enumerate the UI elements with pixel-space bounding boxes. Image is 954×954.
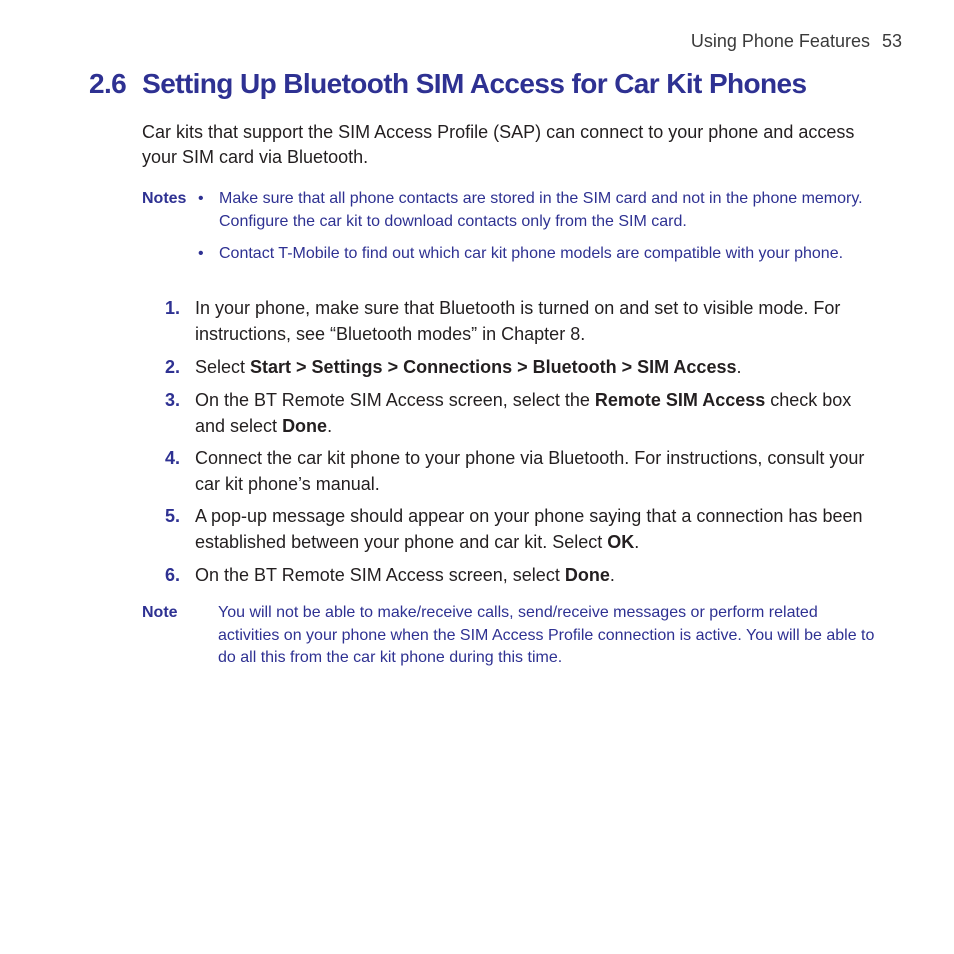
step-ui-term: Done	[564, 565, 610, 585]
step-number: 5.	[165, 506, 181, 526]
step-text-segment: On the BT Remote SIM Access screen, select	[195, 565, 565, 585]
step-number: 3.	[165, 390, 181, 410]
step-text-segment: .	[327, 415, 333, 436]
step-text-segment: check box and select	[195, 390, 852, 436]
step-text-segment: On the BT Remote SIM Access screen, select the	[195, 390, 595, 410]
step-text-segment: Select	[195, 357, 251, 377]
step-text	[195, 504, 883, 555]
step-text-segment: A pop-up message should appear on your phone saying that a connection has been established between your phone and car kit. Select	[195, 506, 863, 552]
bullet-icon: •	[198, 190, 204, 207]
step-text	[195, 296, 883, 347]
step-number: 4.	[165, 448, 181, 468]
step-text	[195, 388, 883, 439]
section-number: 2.6	[89, 68, 127, 99]
note-text: Make sure that all phone contacts are stored in the SIM card and not in the phone memory. Configure the car kit to download contacts only from the SIM card.	[219, 190, 863, 230]
step-text-segment: .	[634, 531, 640, 552]
bullet-icon: •	[198, 245, 204, 262]
step-text	[195, 355, 883, 381]
step-text-segment: Connect the car kit phone to your phone via Bluetooth. For instructions, consult your car kit phone’s manual.	[195, 448, 865, 494]
note-text: Contact T-Mobile to find out which car kit phone models are compatible with your phone.	[219, 245, 844, 262]
step-text-segment: In your phone, make sure that Bluetooth is turned on and set to visible mode. For instructions, see “Bluetooth modes” in Chapter 8.	[195, 298, 841, 344]
header-section-title: Using Phone Features	[690, 31, 870, 51]
running-header	[691, 31, 902, 52]
page-number: 53	[881, 31, 902, 51]
step-ui-term: Done	[282, 415, 328, 436]
note-label: Note	[142, 604, 178, 621]
section-heading	[89, 68, 929, 100]
step-ui-term: Start > Settings > Connections > Bluetooth > SIM Access	[250, 357, 737, 377]
step-text	[195, 563, 883, 589]
step-number: 6.	[165, 565, 181, 585]
note-item	[198, 188, 879, 233]
step-ui-term: Remote SIM Access	[594, 390, 766, 410]
step-text-segment: .	[609, 565, 615, 585]
notes-label: Notes	[142, 190, 187, 207]
step-number: 2.	[165, 357, 181, 377]
step-ui-term: OK	[607, 531, 635, 552]
step-number: 1.	[165, 298, 181, 318]
section-title: Setting Up Bluetooth SIM Access for Car Kit Phones	[142, 68, 807, 99]
intro-paragraph: Car kits that support the SIM Access Profile (SAP) can connect to your phone and access your SIM card via Bluetooth.	[142, 122, 855, 167]
note-item	[198, 243, 879, 266]
note-text: You will not be able to make/receive calls, send/receive messages or perform related activities on your phone when the SIM Access Profile connection is active. You will be able to do all this from the car kit phone during this time.	[218, 604, 875, 666]
step-text-segment: .	[736, 357, 742, 377]
step-text	[195, 446, 883, 497]
